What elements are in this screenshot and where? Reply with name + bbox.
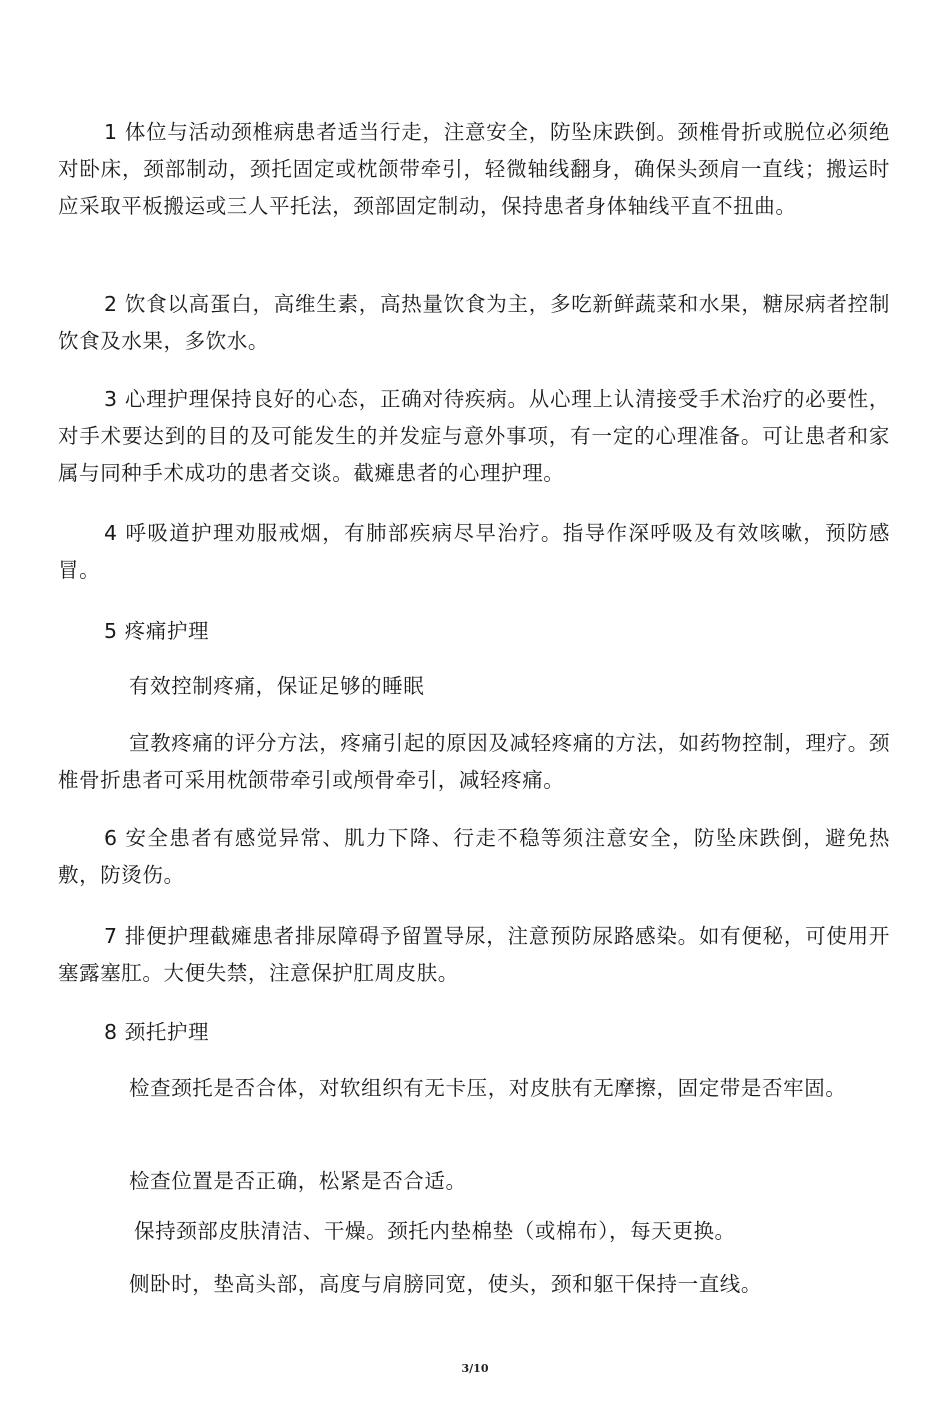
paragraph-2-diet: 2 饮食以高蛋白，高维生素，高热量饮食为主，多吃新鲜蔬菜和水果，糖尿病者控制饮食及水果，多饮水。	[58, 292, 890, 353]
paragraph-collar-check-position: 检查位置是否正确，松紧是否合适。	[129, 1169, 467, 1193]
paragraph-1-position-activity: 1 体位与活动颈椎病患者适当行走，注意安全，防坠床跌倒。颈椎骨折或脱位必须绝对卧床，颈部制动，颈托固定或枕颌带牵引，轻微轴线翻身，确保头颈肩一直线；搬运时应采取平板搬运或三人平托法，颈部固定制动，保持患者身体轴线平直不扭曲。	[58, 120, 890, 218]
paragraph-pain-control: 有效控制疼痛，保证足够的睡眠	[129, 674, 425, 698]
paragraph-collar-skin-care: 保持颈部皮肤清洁、干燥。颈托内垫棉垫（或棉布），每天更换。	[134, 1219, 736, 1243]
paragraph-4-respiratory-care: 4 呼吸道护理劝服戒烟，有肺部疾病尽早治疗。指导作深呼吸及有效咳嗽，预防感冒。	[58, 521, 890, 582]
paragraph-6-safety: 6 安全患者有感觉异常、肌力下降、行走不稳等须注意安全，防坠床跌倒，避免热敷，防烫伤。	[58, 826, 890, 887]
paragraph-collar-check-fit: 检查颈托是否合体，对软组织有无卡压，对皮肤有无摩擦，固定带是否牢固。	[129, 1076, 847, 1100]
paragraph-3-psychological-care: 3 心理护理保持良好的心态，正确对待疾病。从心理上认清接受手术治疗的必要性，对手术要达到的目的及可能发生的并发症与意外事项，有一定的心理准备。可让患者和家属与同种手术成功的患者交谈。截瘫患者的心理护理。	[58, 387, 890, 485]
paragraph-7-excretion-care: 7 排便护理截瘫患者排尿障碍予留置导尿，注意预防尿路感染。如有便秘，可使用开塞露塞肛。大便失禁，注意保护肛周皮肤。	[58, 924, 890, 985]
heading-8-collar-care: 8 颈托护理	[104, 1020, 210, 1044]
paragraph-side-lying: 侧卧时，垫高头部，高度与肩膀同宽，使头，颈和躯干保持一直线。	[129, 1272, 762, 1296]
page-number: 3/10	[461, 1362, 489, 1375]
paragraph-pain-education: 宣教疼痛的评分方法，疼痛引起的原因及减轻疼痛的方法，如药物控制，理疗。颈椎骨折患者可采用枕颌带牵引或颅骨牵引，减轻疼痛。	[58, 731, 890, 792]
heading-5-pain-care: 5 疼痛护理	[104, 619, 210, 643]
